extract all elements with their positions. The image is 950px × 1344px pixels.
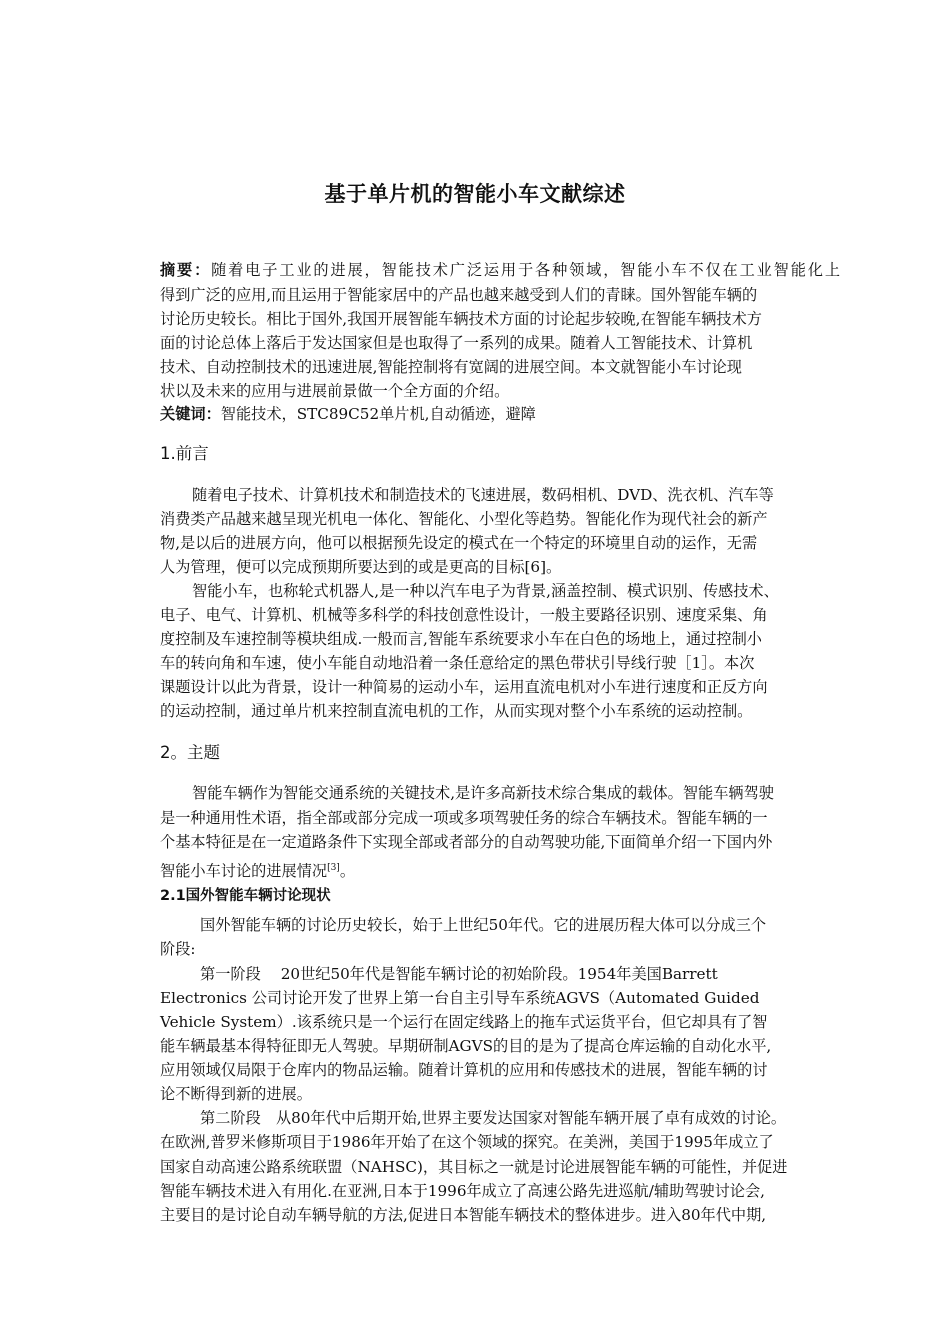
paragraph-line: 主要目的是讨论自动车辆导航的方法,促进日本智能车辆技术的整体进步。进入80年代中期, [160, 1206, 767, 1224]
section-heading-main: 2。主题 [160, 743, 220, 762]
abstract-line: 得到广泛的应用,而且运用于智能家居中的产品也越来越受到人们的青睐。国外智能车辆的 [160, 286, 758, 304]
abstract-label: 摘要： [160, 261, 212, 279]
paragraph-text: 智能小车讨论的进展情况 [160, 862, 328, 880]
paragraph-line: 智能车辆作为智能交通系统的关键技术,是许多高新技术综合集成的载体。智能车辆驾驶 [192, 784, 774, 802]
paragraph-line: 智能车辆技术进入有用化.在亚洲,日本于1996年成立了高速公路先进巡航/辅助驾驶讨论会, [160, 1182, 766, 1200]
document-title: 基于单片机的智能小车文献综述 [324, 182, 626, 206]
paragraph-line: 第一阶段 20世纪50年代是智能车辆讨论的初始阶段。1954年美国Barrett [200, 965, 718, 983]
paragraph-line: 课题设计以此为背景，设计一种简易的运动小车，运用直流电机对小车进行速度和正反方向 [160, 678, 768, 696]
keywords-text: 智能技术，STC89C52单片机,自动循迹，避障 [220, 405, 536, 423]
citation-ref: [3] [327, 863, 340, 873]
paragraph-line: 能车辆最基本得特征即无人驾驶。早期研制AGVS的目的是为了提高仓库运输的自动化水平, [160, 1037, 772, 1055]
keywords-line [160, 402, 840, 426]
paragraph-line: 论不断得到新的进展。 [160, 1085, 312, 1103]
paragraph-line: 应用领域仅局限于仓库内的物品运输。随着计算机的应用和传感技术的进展，智能车辆的讨 [160, 1061, 768, 1079]
paragraph-line: Vehicle System）.该系统只是一个运行在固定线路上的拖车式运货平台，但它却具有了智 [160, 1013, 768, 1031]
paragraph-line: 随着电子技术、计算机技术和制造技术的飞速进展，数码相机、DVD、洗衣机、汽车等 [192, 486, 774, 504]
keywords-label: 关键词： [160, 405, 221, 423]
paragraph-line: 国家自动高速公路系统联盟（NAHSC)，其目标之一就是讨论进展智能车辆的可能性，并促进 [160, 1158, 788, 1176]
abstract-line: 状以及未来的应用与进展前景做一个全方面的介绍。 [160, 382, 510, 400]
paragraph-line: 电子、电气、计算机、机械等多科学的科技创意性设计，一般主要路径识别、速度采集、角 [160, 606, 768, 624]
paragraph-line: 物,是以后的进展方向，他可以根据预先设定的模式在一个特定的环境里自动的运作，无需 [160, 534, 758, 552]
abstract-text: 随着电子工业的进展，智能技术广泛运用于各种领域，智能小车不仅在工业智能化上 [211, 261, 841, 279]
paragraph-line: 的运动控制，通过单片机来控制直流电机的工作，从而实现对整个小车系统的运动控制。 [160, 702, 753, 720]
paragraph-line: 智能小车，也称轮式机器人,是一种以汽车电子为背景,涵盖控制、模式识别、传感技术、 [192, 582, 779, 600]
abstract-line: 面的讨论总体上落后于发达国家但是也取得了一系列的成果。随着人工智能技术、计算机 [160, 334, 753, 352]
paragraph-line: 是一种通用性术语，指全部或部分完成一项或多项驾驶任务的综合车辆技术。智能车辆的一 [160, 809, 768, 827]
paragraph-line: 车的转向角和车速，使小车能自动地沿着一条任意给定的黑色带状引导线行驶［1］。本次 [160, 654, 755, 672]
paragraph-line: 在欧洲,普罗米修斯项目于1986年开始了在这个领域的探究。在美洲，美国于1995年成立了 [160, 1133, 774, 1151]
paragraph-end: 。 [339, 862, 355, 880]
abstract-line [160, 258, 840, 282]
abstract-line: 技术、自动控制技术的迅速进展,智能控制将有宽阔的进展空间。本文就智能小车讨论现 [160, 358, 742, 376]
abstract-line: 讨论历史较长。相比于国外,我国开展智能车辆技术方面的讨论起步较晚,在智能车辆技术方 [160, 310, 762, 328]
paragraph-line: 度控制及车速控制等模块组成.一般而言,智能车系统要求小车在白色的场地上，通过控制小 [160, 630, 762, 648]
paragraph-line: 阶段: [160, 940, 196, 958]
paragraph-line: Electronics 公司讨论开发了世界上第一台自主引导车系统AGVS（Automated Guided [160, 989, 760, 1007]
paragraph-line [160, 856, 840, 880]
paragraph-line: 第二阶段 从80年代中后期开始,世界主要发达国家对智能车辆开展了卓有成效的讨论。 [200, 1109, 787, 1127]
paragraph-line: 国外智能车辆的讨论历史较长，始于上世纪50年代。它的进展历程大体可以分成三个 [200, 916, 767, 934]
paragraph-line: 个基本特征是在一定道路条件下实现全部或者部分的自动驾驶功能,下面简单介绍一下国内外 [160, 833, 773, 851]
paragraph-line: 消费类产品越来越呈现光机电一体化、智能化、小型化等趋势。智能化作为现代社会的新产 [160, 510, 768, 528]
subsection-heading: 2.1国外智能车辆讨论现状 [160, 888, 331, 904]
section-heading-intro: 1.前言 [160, 444, 209, 463]
paragraph-line: 人为管理，便可以完成预期所要达到的或是更高的目标[6]。 [160, 558, 562, 576]
